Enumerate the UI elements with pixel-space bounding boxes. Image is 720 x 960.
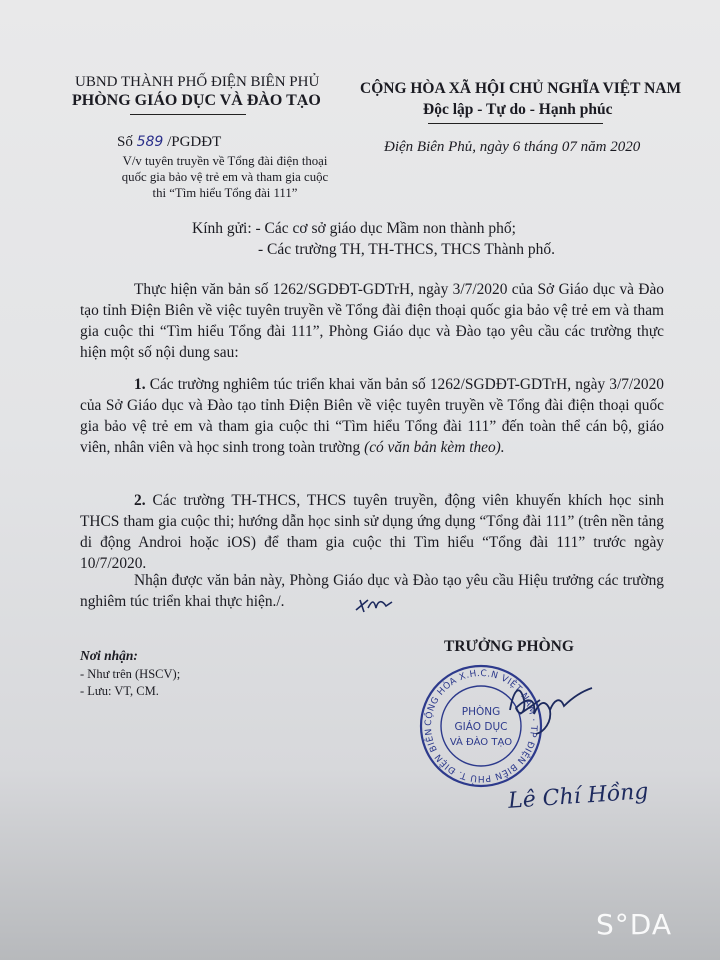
org-line-2: PHÒNG GIÁO DỤC VÀ ĐÀO TẠO [72,92,321,109]
stamp-center-1: PHÒNG [461,706,501,718]
noi-nhan-label: Nơi nhận: [80,648,138,663]
stamp-center-3: VÀ ĐÀO TẠO [449,737,513,748]
item-2-number: 2. [134,492,146,509]
noi-nhan-1: - Như trên (HSCV); [80,667,181,681]
camera-watermark: S°DA [596,908,672,941]
item-1-attachment-note: (có văn bản kèm theo). [364,439,505,456]
item-2-text: Các trường TH-THCS, THCS tuyên truyền, động viên khuyến khích học sinh THCS tham gia cuộc thi; hướng dẫn học sinh sử dụng ứng dụng “Tổng đài 111” (trên nền tảng di động Androi hoặc iOS) để tham gia cuộc thi Tìm hiểu “Tổng đài 111” trước ngày 10/7/2020. [80,492,664,572]
org-underline [130,114,246,115]
recipients-label: Kính gửi: [192,220,252,237]
signer-name: Lê Chí Hồng [507,779,650,814]
body-paragraph-4: Nhận được văn bản này, Phòng Giáo dục và Đào tạo yêu cầu Hiệu trưởng các trường nghiêm túc triển khai thực hiện./. [80,572,664,610]
so-prefix: Số [117,134,133,150]
so-number-handwritten: 589 [136,134,164,150]
subject-line-3: thi “Tìm hiểu Tổng đài 111” [152,186,298,200]
org-line-1: UBND THÀNH PHỐ ĐIỆN BIÊN PHỦ [75,74,320,90]
recipient-2: - Các trường TH, TH-THCS, THCS Thành phố. [258,241,556,258]
motto-underline [428,123,603,124]
nation-title: CỘNG HÒA XÃ HỘI CHỦ NGHĨA VIỆT NAM [360,80,682,97]
recipient-1: - Các cơ sở giáo dục Mầm non thành phố; [255,220,516,237]
stamp-center-2: GIÁO DỤC [454,721,508,733]
body-paragraph-1: Thực hiện văn bản số 1262/SGDĐT-GDTrH, ngày 3/7/2020 của Sở Giáo dục và Đào tạo tỉnh Điện Biên về việc tuyên truyền về Tổng đài điện thoại quốc gia bảo vệ trẻ em và tham gia cuộc thi “Tìm hiểu Tổng đài 111”, Phòng Giáo dục và Đào tạo yêu cầu các trường thực hiện một số nội dung sau: [80,281,664,361]
item-1-text: Các trường nghiêm túc triển khai văn bản số 1262/SGDĐT-GDTrH, ngày 3/7/2020 của Sở Giáo dục và Đào tạo tỉnh Điện Biên về việc tuyên truyền về Tổng đài điện thoại quốc gia bảo vệ trẻ em và tham gia cuộc thi “Tìm hiểu Tổng đài 111” đến toàn thể cán bộ, giáo viên, nhân viên và học sinh trong toàn trường [80,376,664,456]
initials-mark [352,594,394,616]
subject-line-1: V/v tuyên truyền về Tổng đài điện thoại [122,154,328,168]
stamp-ring-text: CỘNG HÒA X.H.C.N VIỆT NAM · TP ĐIỆN BIÊN PHỦ T. ĐIỆN BIÊN [423,668,539,784]
signer-title: TRƯỞNG PHÒNG [444,638,574,655]
document-number [117,134,221,151]
so-suffix: /PGDĐT [167,134,222,150]
document-date: Điện Biên Phủ, ngày 6 tháng 07 năm 2020 [384,139,641,155]
body-paragraph-3 [80,490,664,574]
signature-scribble [480,670,610,740]
body-paragraph-2 [80,374,664,458]
subject-line-2: quốc gia bảo vệ trẻ em và tham gia cuộc [121,170,329,184]
nation-motto: Độc lập - Tự do - Hạnh phúc [423,101,613,118]
recipients-line-1 [192,220,516,238]
item-1-number: 1. [134,376,146,393]
noi-nhan-2: - Lưu: VT, CM. [80,684,159,698]
